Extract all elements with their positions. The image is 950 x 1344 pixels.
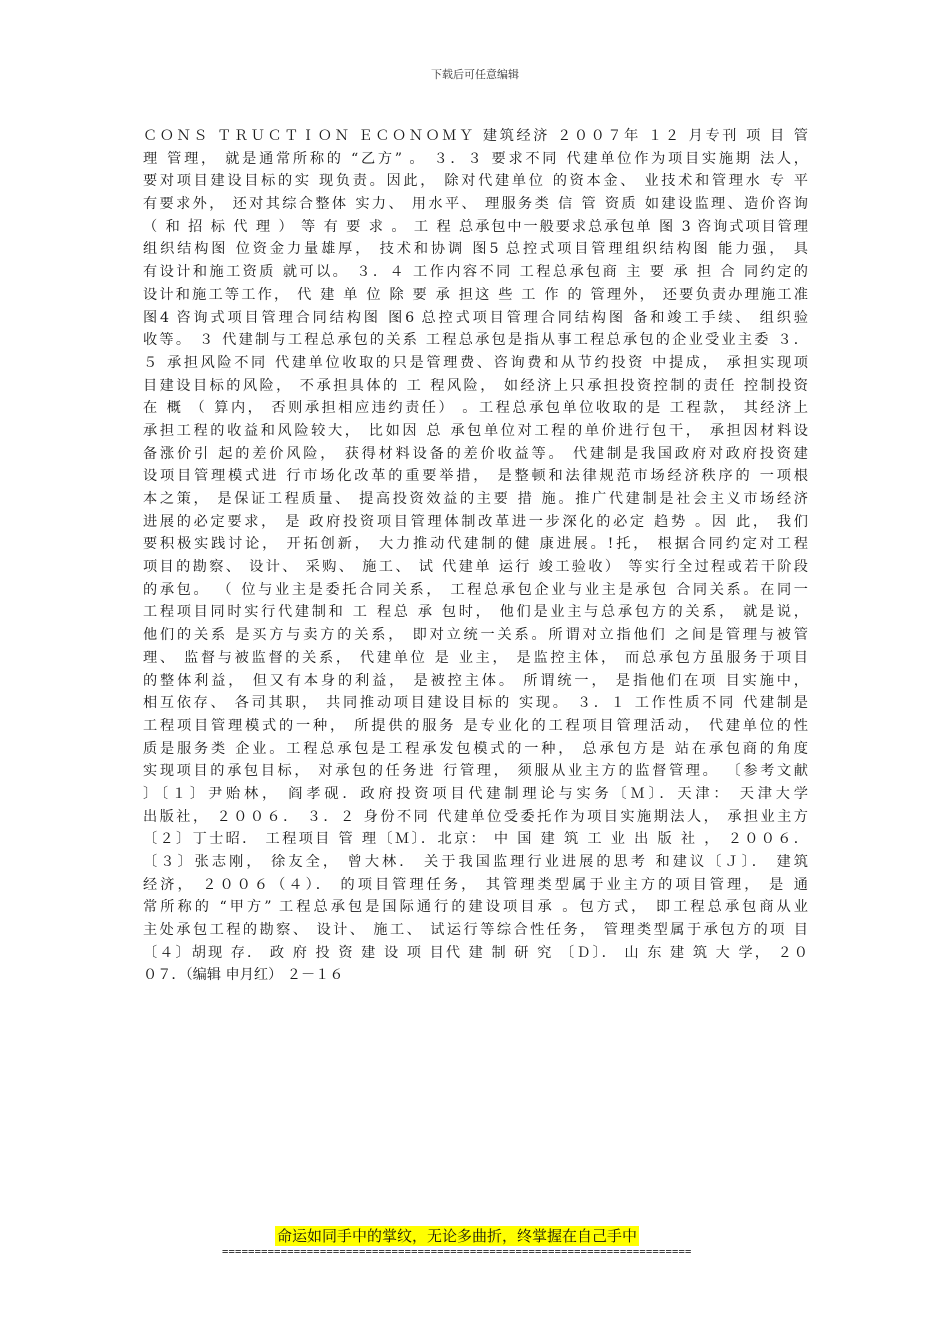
text-line: 〔４〕胡现 存． 政 府 投 资 建 设 项 目代 建 制 研 究 〔Ｄ〕． 山 东 建 筑 大 学， ２０ — [143, 944, 808, 961]
text-line: 备涨价引 起的差价风险， 获得材料设备的差价收益等。 代建制是我国政府对政府投资建 — [143, 445, 808, 462]
text-line: 收等。 ３ 代建制与工程总承包的关系 工程总承包是指从事工程总承包的企业受业主委 ３． — [143, 332, 808, 349]
text-line: 进展的必定要求， 是 政府投资项目管理体制改革进一步深化的必定 趋势 。因 此， 我们 — [143, 513, 808, 530]
footer-quote: 命运如同手中的掌纹，无论多曲折，终掌握在自己手中 — [277, 1227, 638, 1245]
text-line: 理、 监督与被监督的关系， 代建单位 是 业主， 是监控主体， 而总承包方虽服务于项目 — [143, 649, 808, 666]
text-line: 〔２〕丁士昭． 工程项目 管 理〔Ｍ〕．北京： 中 国 建 筑 工 业 出 版 社 ， ２００６． — [143, 831, 808, 848]
page-header-note: 下载后可任意编辑 — [431, 68, 519, 81]
text-line: 要积极实践讨论， 开拓创新， 大力推动代建制的健 康进展。!托， 根据合同约定对工程 — [143, 536, 808, 553]
article-body — [143, 125, 808, 987]
text-line: 有设计和施工资质 就可以。 ３．４ 工作内容不同 工程总承包商 主 要 承 担 合 同约定的 — [143, 264, 808, 281]
text-line: 有要求外， 还对其综合整体 实力、 用水平、 理服务类 信 管 资质 如建设监理、造价咨询 — [143, 196, 808, 213]
text-line: （ 和 招 标 代 理 ） 等 有 要 求 。 工 程 总承包中一般要求总承包单 图 3 咨询式项目管理 — [143, 218, 808, 235]
text-line: ＣＯＮＳ ＴＲＵＣＴＩＯＮ ＥＣＯＮＯＭＹ 建筑经济 ２００７年 １２ 月专刊 项 目 管 — [143, 128, 808, 144]
text-line: 本之策， 是保证工程质量、 提高投资效益的主要 措 施。推广代建制是社会主义市场经济 — [143, 491, 808, 507]
text-line: 图4 咨询式项目管理合同结构图 图6 总控式项目管理合同结构图 备和竣工手续、 组织验 — [143, 309, 808, 326]
text-line: 组织结构图 位资金力量雄厚， 技术和协调 图5 总控式项目管理组织结构图 能力强， 具 — [143, 241, 808, 258]
text-line: 在 概 （ 算内， 否则承担相应违约责任） 。工程总承包单位收取的是 工程款， 其经济上 — [143, 400, 808, 417]
text-line: 目建设目标的风险， 不承担具体的 工 程风险， 如经济上只承担投资控制的责任 控制投资 — [143, 377, 808, 394]
text-line: 〕〔１〕尹贻林， 阎孝砚．政府投资项目代建制理论与实务〔Ｍ〕．天津： 天津大学 — [143, 785, 808, 802]
text-line: 〔３〕张志刚， 徐友全， 曾大林． 关于我国监理行业进展的思考 和建议〔Ｊ〕． 建筑 — [143, 854, 808, 870]
text-line: ５ 承担风险不同 代建单位收取的只是管理费、咨询费和从节约投资 中提成， 承担实现项 — [143, 354, 808, 371]
text-line: 工程项目管理模式的一种， 所提供的服务 是专业化的工程项目管理活动， 代建单位的性 — [143, 717, 808, 734]
text-line: 相互依存、 各司其职， 共同推动项目建设目标的 实现。 ３．１ 工作性质不同 代建制是 — [143, 695, 808, 712]
text-line: 工程项目同时实行代建制和 工 程总 承 包时， 他们是业主与总承包方的关系， 就是说， — [143, 604, 808, 621]
text-line: 的整体利益， 但又有本身的利益， 是被控主体。 所谓统一， 是指他们在项 目实施中， — [143, 672, 808, 689]
text-line: 质是服务类 企业。工程总承包是工程承发包模式的一种， 总承包方是 站在承包商的角度 — [143, 740, 808, 757]
text-line: 要对项目建设目标的实 现负责。因此， 除对代建单位 的资本金、 业技术和管理水 专 平 — [143, 173, 808, 190]
text-line: 主处承包工程的勘察、 设计、 施工、 试运行等综合性任务， 管理类型属于承包方的项 目 — [143, 922, 808, 939]
text-line: 理 管理， 就是通常所称的 “乙方” 。 ３．３ 要求不同 代建单位作为项目实施期 法人， — [143, 150, 808, 167]
text-line: 常所称的 “甲方” 工程总承包是国际通行的建设项目承 。包方式， 即工程总承包商从业 — [143, 899, 808, 916]
text-line: 项目的勘察、 设计、 采购、 施工、 试 代建单 运行 竣工验收） 等实行全过程或若干阶段 — [143, 559, 808, 576]
text-line: 经济， ２００６（４）． 的项目管理任务， 其管理类型属于业主方的项目管理， 是 通 — [143, 876, 808, 893]
text-line: 设计和施工等工作， 代 建 单 位 除 要 承 担这 些 工 作 的 管理外， 还要负责办理施工准 — [143, 286, 808, 303]
text-line: 的承包。 （ 位与业主是委托合同关系， 工程总承包企业与业主是承包 合同关系。在同一 — [143, 581, 808, 598]
text-line: 设项目管理模式进 行市场化改革的重要举措， 是整顿和法律规范市场经济秩序的 一项根 — [143, 468, 808, 485]
text-line: 实现项目的承包目标， 对承包的任务进 行管理， 须服从业主方的监督管理。 〔参考文献 — [143, 763, 808, 780]
text-line: 承担工程的收益和风险较大， 比如因 总 承包单位对工程的单价进行包干， 承担因材料设 — [143, 422, 808, 439]
text-line: 他们的关系 是买方与卖方的关系， 即对立统一关系。所谓对立指他们 之间是管理与被管 — [143, 627, 808, 644]
text-line: ０７．（编辑 申月红） ２－１６ — [143, 967, 344, 984]
footer-divider: ======================================================================== — [222, 1246, 692, 1258]
text-line: 出版社， ２００６． ３．２ 身份不同 代建单位受委托作为项目实施期法人， 承担业主方 — [143, 808, 808, 825]
